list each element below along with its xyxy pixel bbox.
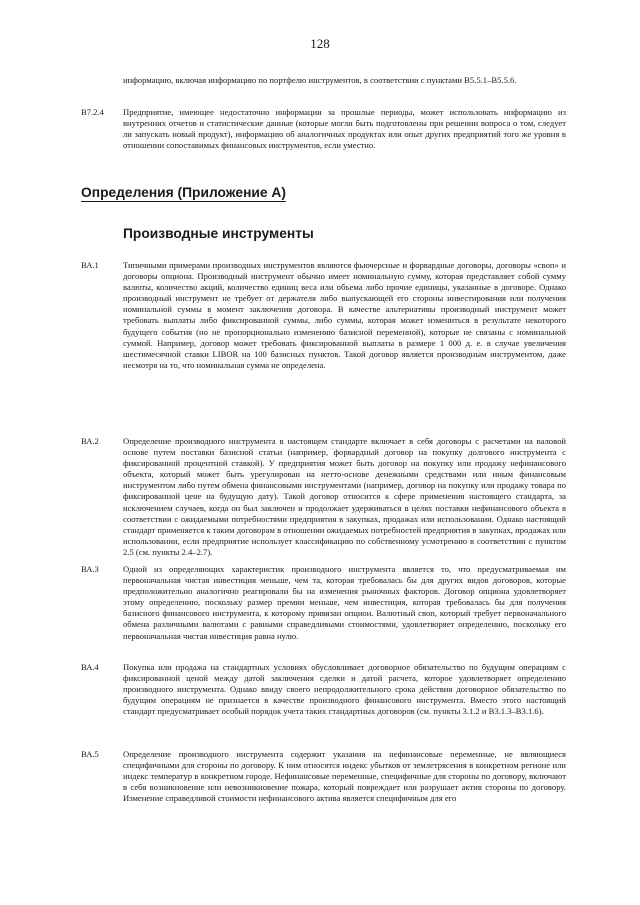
definition-text-ba3: Одной из определяющих характеристик производного инструмента является то, что предусматриваемая им первоначальная чистая инвестиция меньше, чем та, которая требовалась бы для других видов договоров, которые предположительно аналогично реагировали бы на изменения рыночных факторов. Договор опциона удовлетворяет этому определению, поскольку размер премии меньше, чем инвестиция, которая требовалась бы для получения базисного финансового инструмента, к которому привязан опцион. Валютный своп, который требует первоначального обмена различными валютами с равными справедливыми стоимостями, удовлетворяет определению, поскольку его первоначальная чистая инвестиция равна нулю. — [123, 564, 566, 641]
page-number: 128 — [310, 36, 330, 51]
definition-text-ba5: Определение производного инструмента содержит указания на нефинансовые переменные, не являющиеся специфичными для стороны по договору. К ним относятся индекс убытков от землетрясения в конкретном регионе или индекс температур в конкретном городе. Нефинансовые переменные, специфичные для стороны по договору, включают в себя возникновение или невозникновение пожара, который повреждает или разрушает актив стороны по договору. Изменение справедливой стоимости нефинансового актива является специфичным для его — [123, 749, 566, 804]
intro-continuation-text: информацию, включая информацию по портфелю инструментов, в соответствии с пунктами В5.5.1–В5.5.6. — [123, 75, 517, 85]
definition-text-ba1: Типичными примерами производных инструментов являются фьючерсные и форвардные договоры, договоры «своп» и договоры опциона. Производный инструмент обычно имеет номинальную сумму, которая представляет собой сумму валюты, количество акций, количество единиц веса или объема либо прочие единицы, указанные в договоре. Однако производный инструмент не требует от держателя либо выпускающей его стороны инвестирования или получения номинальной суммы в момент заключения договора. В качестве альтернативы производный инструмент может требовать выплаты либо фиксированной суммы, либо суммы, которая может измениться в результате некоторого будущего события (но не пропорционально изменению базисной переменной), которые не связаны с номинальной суммой. Например, договор может требовать фиксированной выплаты в размере 1 000 д. е. в случае увеличения шестимесячной ставки LIBOR на 100 базисных пунктов. Такой договор является производным инструментом, даже несмотря на то, что номинальная сумма не определена. — [123, 260, 566, 370]
section-heading: Определения (Приложение А) — [81, 185, 286, 200]
definition-text-ba2: Определение производного инструмента в настоящем стандарте включает в себя договоры с расчетами на валовой основе путем поставки базисной статьи (например, форвардный договор на покупку долгового инструмента с фиксированной процентной ставкой). У предприятия может быть договор на покупку или продажу нефинансового объекта, который может быть урегулирован на нетто-основе денежными средствами или иным финансовым инструментом либо путем обмена финансовыми инструментами (например, договор на покупку или продажу товара по фиксированной цене на будущую дату). Такой договор относится к сфере применения настоящего стандарта, за исключением случаев, когда он был заключен и продолжает удерживаться в целях поставки нефинансового объекта в соответствии с ожидаемыми потребностями предприятия в закупках, продажах или использовании. Однако настоящий стандарт применяется к таким договорам в отношении ожидаемых потребностей предприятия в закупках, продажах или использовании, если предприятие использует классификацию по собственному усмотрению в соответствии с пунктом 2.5 (см. пункты 2.4–2.7). — [123, 436, 566, 557]
definition-label-ba2: ВА.2 — [81, 436, 99, 446]
definition-label-ba4: ВА.4 — [81, 662, 99, 672]
definition-label-ba5: ВА.5 — [81, 749, 99, 759]
paragraph-text-b7-2-4: Предприятие, имеющее недостаточно информации за прошлые периоды, может использовать информацию из внутренних отчетов и статистические данные (которые могли быть подготовлены при решении вопроса о том, следует ли запускать новый продукт), информацию об аналогичных продуктах или опыт других предприятий того же уровня в отношении сопоставимых финансовых инструментов, если уместно. — [123, 107, 566, 151]
definition-label-ba3: ВА.3 — [81, 564, 99, 574]
definition-text-ba4: Покупка или продажа на стандартных условиях обусловливает договорное обязательство по будущим операциям с фиксированной ценой между датой заключения сделки и датой расчета, которое удовлетворяет определению производного инструмента. Однако ввиду своего непродолжительного срока действия договорное обязательство по будущим операциям не признается в качестве производного финансового инструмента. Вместо этого настоящий стандарт предусматривает особый порядок учета таких стандартных договоров (см. пункты 3.1.2 и В3.1.3–В3.1.6). — [123, 662, 566, 717]
definition-label-ba1: ВА.1 — [81, 260, 99, 270]
paragraph-label-b7-2-4: В7.2.4 — [81, 107, 104, 117]
subsection-heading: Производные инструменты — [123, 226, 314, 241]
